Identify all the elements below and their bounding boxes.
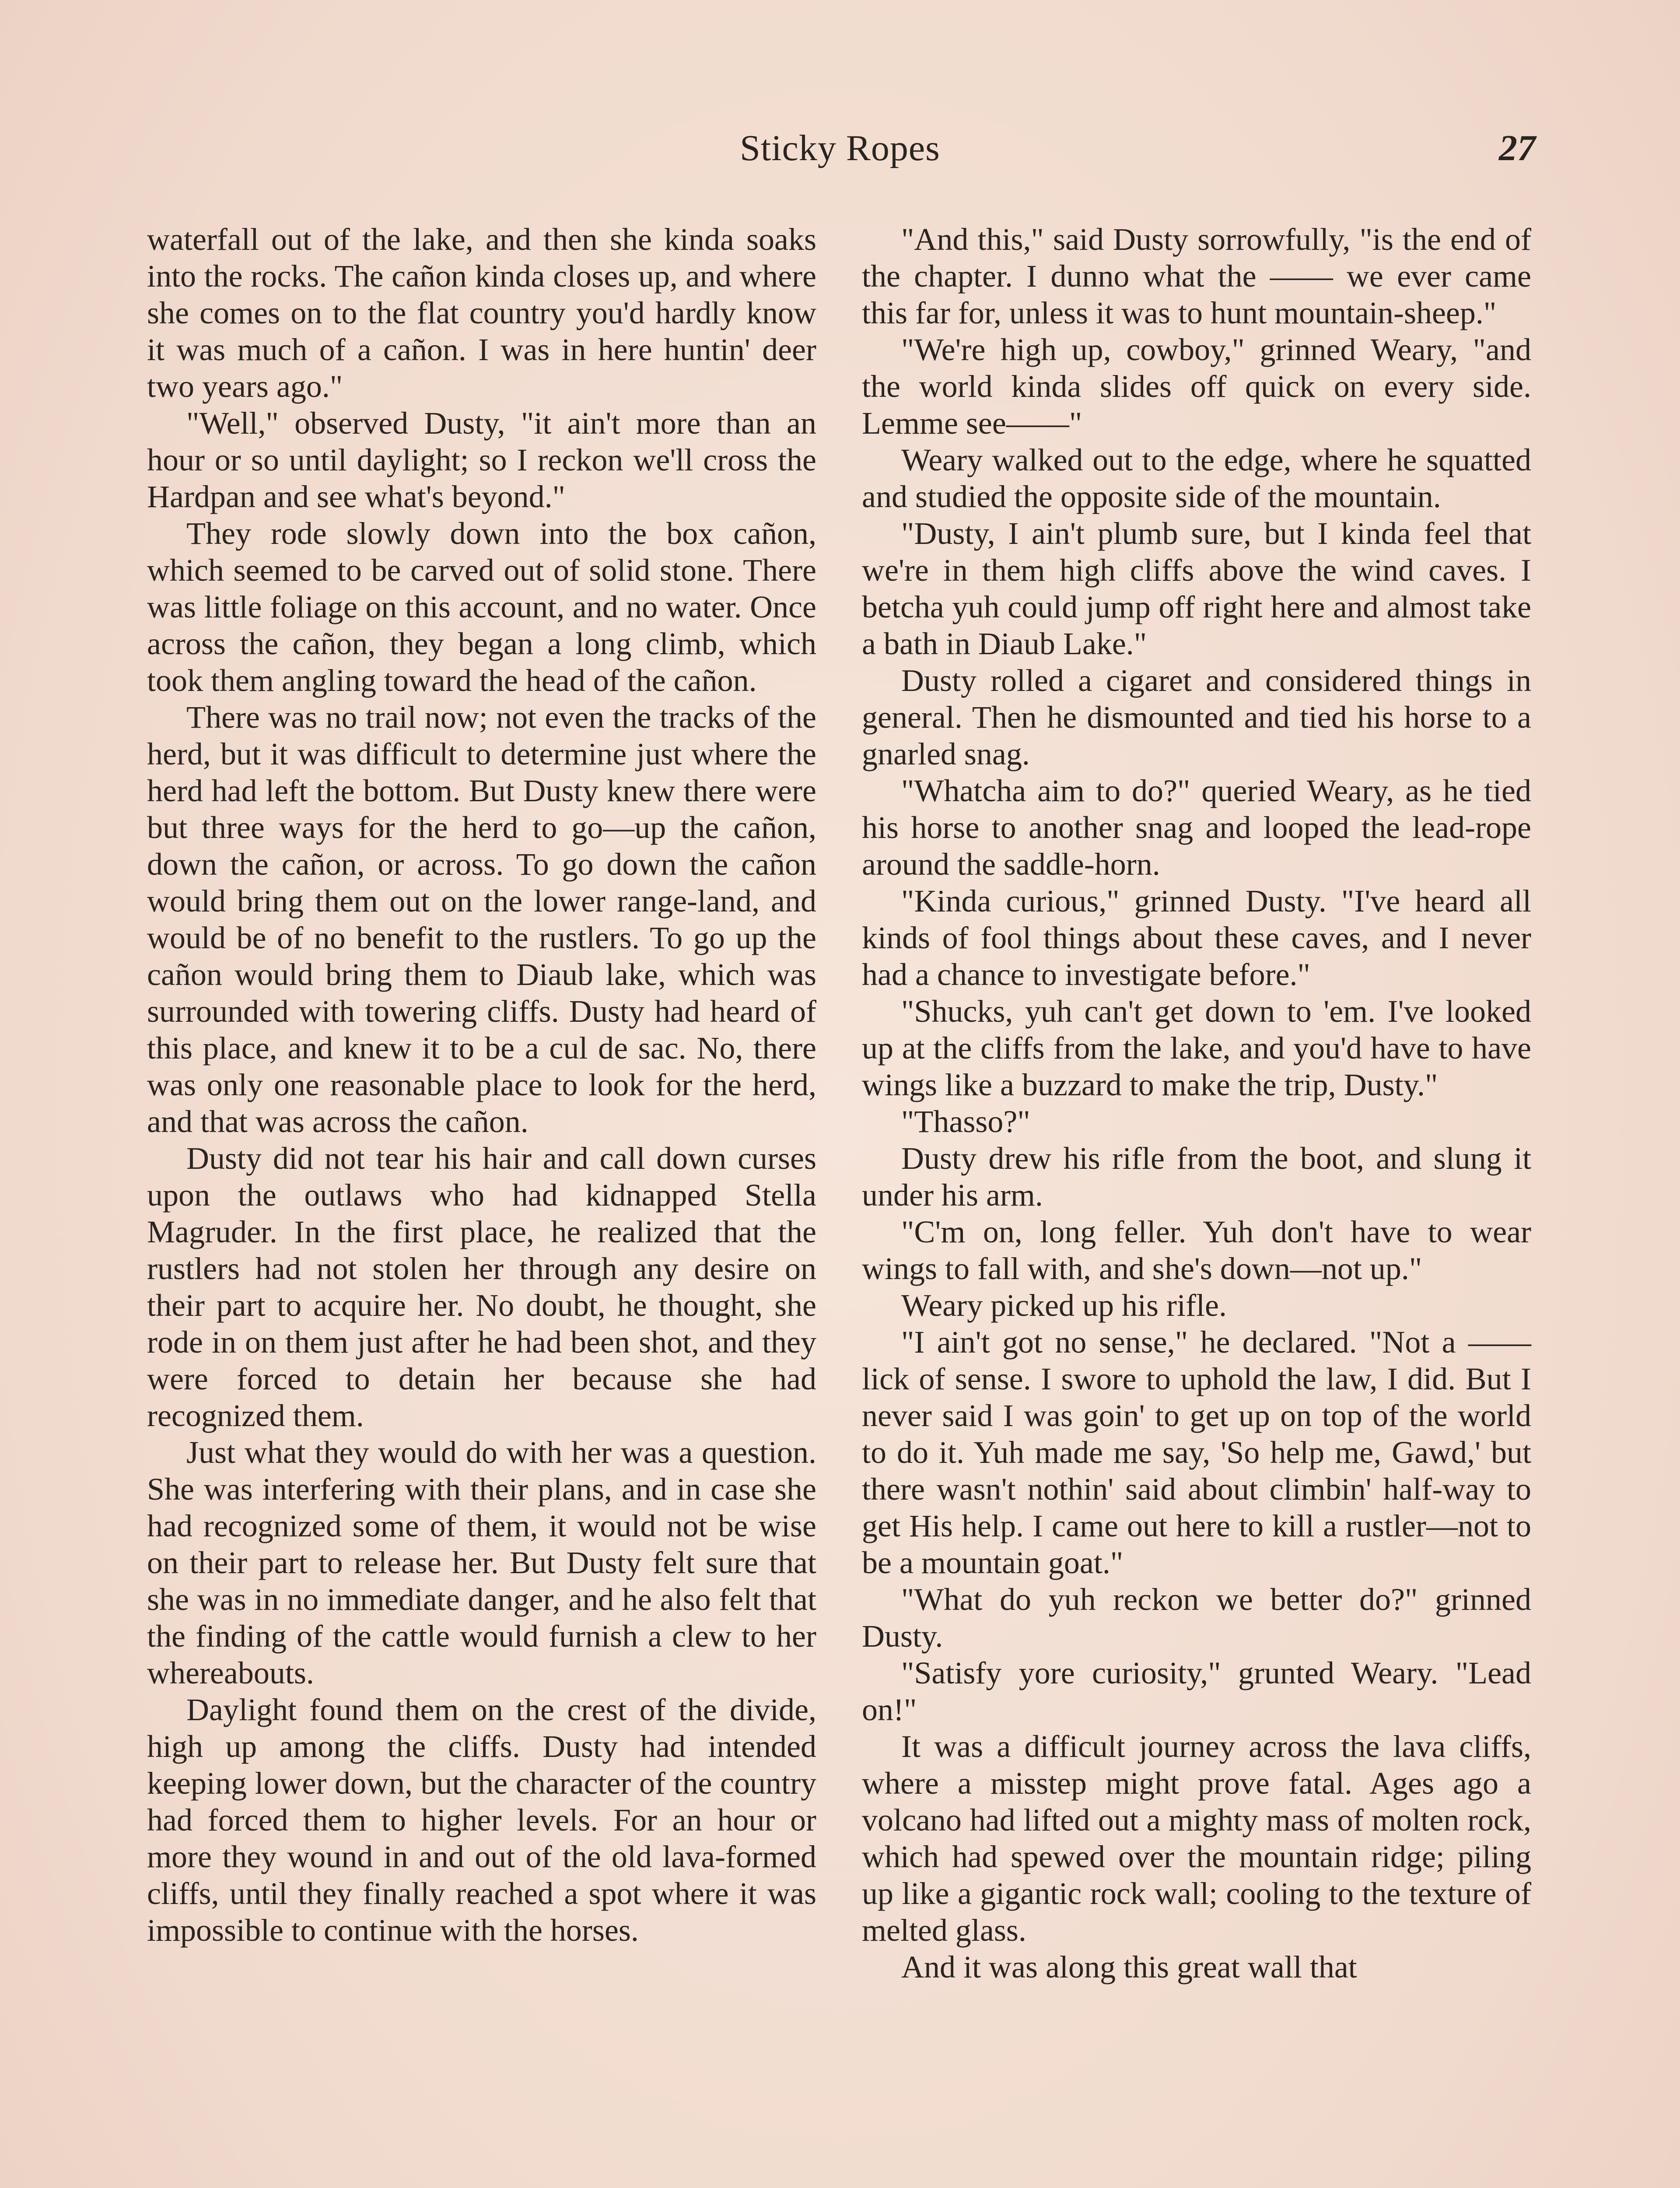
paragraph: Daylight found them on the crest of the divide, high up among the cliffs. Dusty had intended keeping lower down, but the character of the country had forced them to higher levels. For an hour or more they wound in and out of the old lava-formed cliffs, until they finally reached a spot where it was impossible to continue with the horses. [147, 1692, 816, 1948]
paragraph: "Satisfy yore curiosity," grunted Weary. "Lead on!" [862, 1655, 1531, 1727]
paragraph: Dusty did not tear his hair and call down curses upon the outlaws who had kidnapped Stella Magruder. In the first place, he realized that the rustlers had not stolen her through any desire on their part to acquire her. No doubt, he thought, she rode in on them just after he had been shot, and they were forced to detain her because she had recognized them. [147, 1141, 816, 1433]
paragraph: "What do yuh reckon we better do?" grinned Dusty. [862, 1582, 1531, 1654]
paragraph: waterfall out of the lake, and then she kinda soaks into the rocks. The cañon kinda closes up, and where she comes on to the flat country you'd hardly know it was much of a cañon. I was in here huntin' deer two years ago." [147, 222, 816, 404]
paragraph: "C'm on, long feller. Yuh don't have to wear wings to fall with, and she's down—not up." [862, 1214, 1531, 1286]
left-column [147, 221, 816, 1949]
page-header [144, 127, 1536, 188]
running-title: Sticky Ropes [740, 128, 940, 168]
paragraph: "Kinda curious," grinned Dusty. "I've heard all kinds of fool things about these caves, and I never had a chance to investigate before." [862, 884, 1531, 992]
paragraph: "Well," observed Dusty, "it ain't more than an hour or so until daylight; so I reckon we'll cross the Hardpan and see what's beyond." [147, 406, 816, 514]
paragraph: Weary picked up his rifle. [901, 1288, 1227, 1323]
paragraph: "Dusty, I ain't plumb sure, but I kinda feel that we're in them high cliffs above the wind caves. I betcha yuh could jump off right here and almost take a bath in Diaub Lake." [862, 516, 1531, 661]
paragraph: "I ain't got no sense," he declared. "Not a —— lick of sense. I swore to uphold the law, I did. But I never said I was goin' to get up on top of the world to do it. Yuh made me say, 'So help me, Gawd,' but there wasn't nothin' said about climbin' half-way to get His help. I came out here to kill a rustler—not to be a mountain goat." [862, 1325, 1531, 1580]
paragraph: There was no trail now; not even the tracks of the herd, but it was difficult to determine just where the herd had left the bottom. But Dusty knew there were but three ways for the herd to go—up the cañon, down the cañon, or across. To go down the cañon would bring them out on the lower range-land, and would be of no benefit to the rustlers. To go up the cañon would bring them to Diaub lake, which was surrounded with towering cliffs. Dusty had heard of this place, and knew it to be a cul de sac. No, there was only one reasonable place to look for the herd, and that was across the cañon. [147, 700, 816, 1139]
paragraph: They rode slowly down into the box cañon, which seemed to be carved out of solid stone. There was little foliage on this account, and no water. Once across the cañon, they began a long climb, which took them angling toward the head of the cañon. [147, 516, 816, 698]
paragraph: "We're high up, cowboy," grinned Weary, "and the world kinda slides off quick on every side. Lemme see——" [862, 332, 1531, 441]
paragraph: Dusty rolled a cigaret and considered things in general. Then he dismounted and tied his horse to a gnarled snag. [862, 663, 1531, 771]
paragraph: "Whatcha aim to do?" queried Weary, as he tied his horse to another snag and looped the lead-rope around the saddle-horn. [862, 773, 1531, 882]
right-column [862, 221, 1531, 1985]
paragraph: And it was along this great wall that [901, 1950, 1357, 1985]
paragraph: "Shucks, yuh can't get down to 'em. I've looked up at the cliffs from the lake, and you'd have to have wings like a buzzard to make the trip, Dusty." [862, 994, 1531, 1102]
page-number: 27 [1499, 128, 1536, 168]
paragraph: "And this," said Dusty sorrowfully, "is the end of the chapter. I dunno what the —— we ever came this far for, unless it was to hunt mountain-sheep." [862, 222, 1531, 330]
paragraph: "Thasso?" [901, 1104, 1030, 1139]
paragraph: It was a difficult journey across the lava cliffs, where a misstep might prove fatal. Ages ago a volcano had lifted out a mighty mass of molten rock, which had spewed over the mountain ridge; piling up like a gigantic rock wall; cooling to the texture of melted glass. [862, 1729, 1531, 1948]
paragraph: Dusty drew his rifle from the boot, and slung it under his arm. [862, 1141, 1531, 1213]
paragraph: Just what they would do with her was a question. She was interfering with their plans, and in case she had recognized some of them, it would not be wise on their part to release her. But Dusty felt sure that she was in no immediate danger, and he also felt that the finding of the cattle would furnish a clew to her whereabouts. [147, 1435, 816, 1690]
paragraph: Weary walked out to the edge, where he squatted and studied the opposite side of the mountain. [862, 442, 1531, 514]
